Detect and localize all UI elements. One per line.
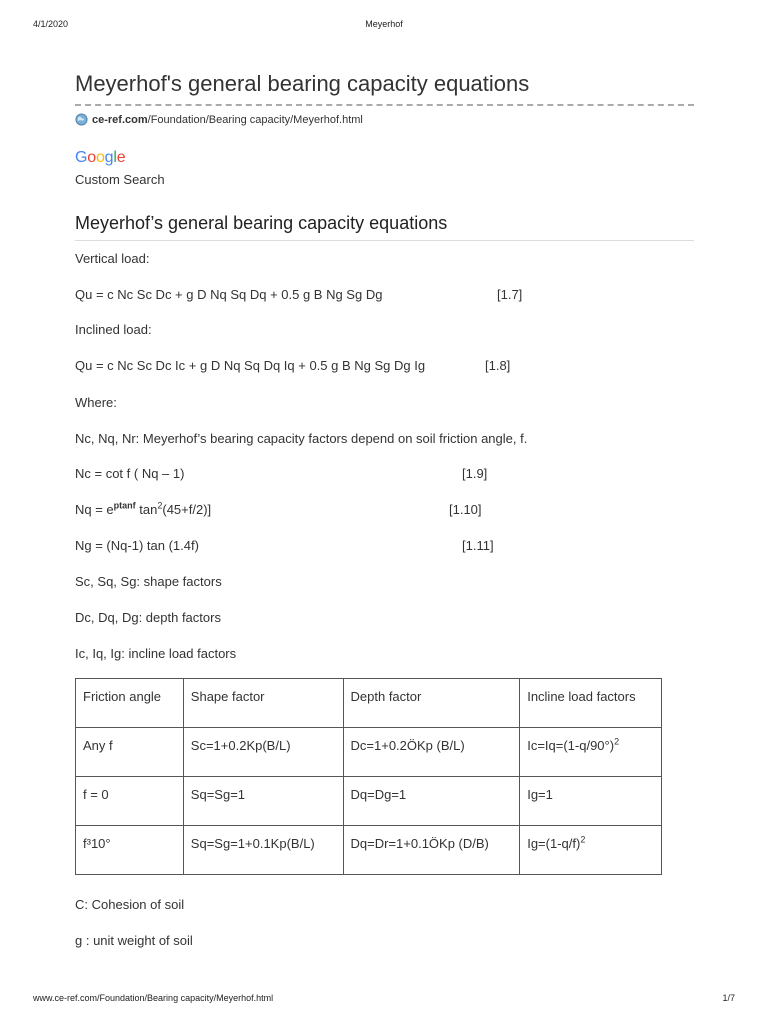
equation-ref-1-9: [1.9] (462, 466, 488, 481)
table-cell-incline (520, 728, 662, 777)
equation-vertical-text: Qu = c Nc Sc Dc + g D Nq Sq Dq + 0.5 g B Ng Sg Dg (75, 287, 383, 302)
incline-factors-def: Ic, Iq, Ig: incline load factors (75, 646, 237, 661)
equation-vertical (75, 287, 382, 302)
page-title: Meyerhof's general bearing capacity equations (75, 71, 530, 96)
table-header-cell: Friction angle (76, 679, 184, 728)
unit-weight-def: g : unit weight of soil (75, 933, 193, 948)
vertical-load-label: Vertical load: (75, 251, 150, 266)
table-row (76, 728, 662, 777)
table-cell-incline (520, 826, 662, 875)
equation-nq (75, 502, 211, 517)
incline-value: Ic=Iq=(1-q/90°) (527, 738, 615, 753)
google-logo-letter: o (87, 149, 96, 166)
factor-table (75, 678, 662, 875)
table-row (76, 777, 662, 826)
globe-icon (75, 113, 88, 126)
table-cell-friction: Any f (76, 728, 184, 777)
incline-value: Ig=(1-q/f) (527, 836, 581, 851)
table-cell-incline (520, 777, 662, 826)
equation-ref-1-11: [1.11] (462, 538, 494, 553)
cohesion-def: C: Cohesion of soil (75, 897, 185, 912)
incline-exponent: 2 (580, 834, 586, 845)
table-cell-friction: f = 0 (76, 777, 184, 826)
table-cell-shape: Sq=Sg=1+0.1Kp(B/L) (183, 826, 343, 875)
print-date: 4/1/2020 (33, 19, 69, 29)
equation-ref-1-7: [1.7] (497, 287, 523, 302)
factors-description: Nc, Nq, Nr: Meyerhof’s bearing capacity factors depend on soil friction angle, f. (75, 431, 528, 446)
depth-factors-def: Dc, Dq, Dg: depth factors (75, 610, 221, 625)
table-cell-shape: Sq=Sg=1 (183, 777, 343, 826)
google-logo-letter: o (95, 149, 105, 166)
google-logo-letter: G (75, 149, 88, 166)
footer-page-number: 1/7 (722, 993, 735, 1003)
where-label: Where: (75, 395, 117, 410)
google-logo (75, 149, 125, 167)
section-heading: Meyerhof’s general bearing capacity equations (75, 213, 448, 233)
google-logo-letter: l (113, 149, 117, 166)
source-url[interactable] (75, 113, 363, 126)
table-cell-shape: Sc=1+0.2Kp(B/L) (183, 728, 343, 777)
eq-nq-prefix: Nq = e (75, 502, 114, 517)
eq-nq-square: 2 (157, 500, 163, 511)
url-path[interactable]: /Foundation/Bearing capacity/Meyerhof.html (147, 113, 363, 126)
equation-inclined: Qu = c Nc Sc Dc Ic + g D Nq Sq Dq Iq + 0.5 g B Ng Sg Dg Ig (75, 358, 426, 373)
incline-exponent: 2 (614, 736, 620, 747)
equation-ref-1-8: [1.8] (485, 358, 511, 373)
custom-search-label[interactable]: Custom Search (75, 172, 165, 187)
table-header-cell: Depth factor (343, 679, 520, 728)
table-header-row (76, 679, 662, 728)
equation-nc: Nc = cot f ( Nq – 1) (75, 466, 185, 481)
eq-nq-exponent: ptanf (113, 500, 136, 511)
footer-url: www.ce-ref.com/Foundation/Bearing capacity/Meyerhof.html (33, 993, 274, 1003)
table-cell-depth: Dc=1+0.2ÖKp (B/L) (343, 728, 520, 777)
inclined-load-label: Inclined load: (75, 322, 152, 337)
title-divider (75, 104, 694, 106)
incline-value: Ig=1 (527, 787, 553, 802)
table-header-cell: Shape factor (183, 679, 343, 728)
table-header-cell: Incline load factors (520, 679, 662, 728)
eq-nq-suffix: (45+f/2)] (162, 502, 212, 517)
table-cell-depth: Dq=Dg=1 (343, 777, 520, 826)
eq-nq-mid: tan (135, 502, 158, 517)
equation-ref-1-10: [1.10] (449, 502, 482, 517)
table-row (76, 826, 662, 875)
table-cell-friction: f³10° (76, 826, 184, 875)
google-logo-letter: g (104, 149, 114, 166)
url-domain[interactable]: ce-ref.com (92, 113, 148, 126)
print-header-title: Meyerhof (365, 19, 403, 29)
equation-ng: Ng = (Nq-1) tan (1.4f) (75, 538, 199, 553)
google-logo-letter: e (116, 149, 126, 166)
section-divider (75, 240, 694, 241)
table-cell-depth: Dq=Dr=1+0.1ÖKp (D/B) (343, 826, 520, 875)
shape-factors-def: Sc, Sq, Sg: shape factors (75, 574, 222, 589)
